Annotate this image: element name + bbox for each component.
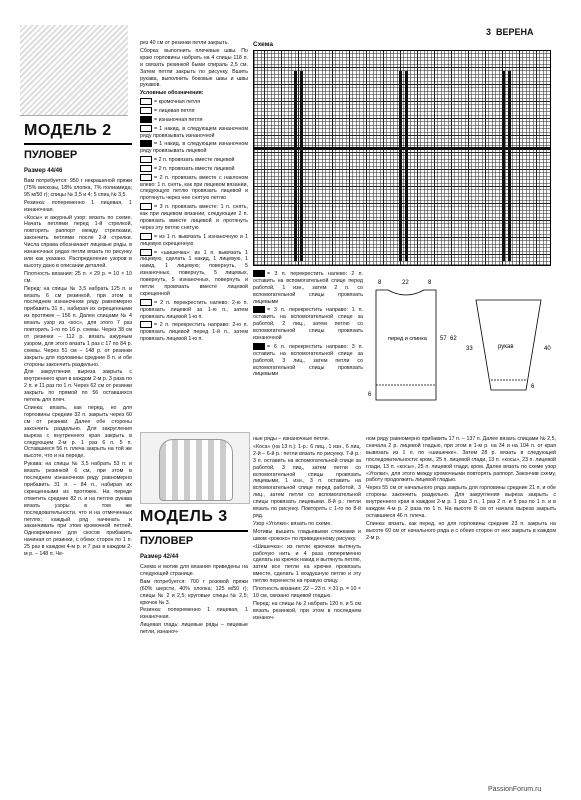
legend-item: = из 1 п. вывязать 1 изнаночную и 1 лицевую скрещенную bbox=[140, 233, 248, 247]
paragraph: рез 40 см от резинки петли закрыть. bbox=[140, 40, 229, 46]
paragraph: Схема и мотив для вязания приведены на следующей странице. bbox=[140, 564, 248, 577]
paragraph: Вам потребуется: 950 г некрашеной пряжи (75% вискозы, 18% хлопка, 7% полиамида; 95 м/50 г); спицы № 3,5 и 4; 5 спиц № 3,5. bbox=[24, 178, 132, 198]
sweater-figure-icon bbox=[159, 439, 233, 501]
paragraph: Рукава: на спицы № 3,5 набрать 53 п. и вязать резинкой 6 см, при этом в последнем изнаночном ряду равномерно прибавить 31 п. – 84 п., набирая их скрещенными из протяжек. На переде отметить средние 82 п. и на петлях рукава вязать узоры в том же последовательности, что и на отмеченных петлях; каждый ряд начинать и заканчивать при этом кромочной петлей. Одновременно для скосов прибавить начиная от резинки, с обеих сторон по 1 п. 25 раз в каждом 4-м р. и 7 раз в каждом 2-м р. – 148 п. Че- bbox=[24, 461, 132, 558]
k3tog-symbol-icon bbox=[140, 203, 152, 210]
paragraph: Спинка: вязать, как перед, но для горловины средние 32 п. закрыть через 60 см от резинки. Далее обе стороны закончить раздельно. Для закругления выреза с внутреннего края закрыть в следующем 2-м р. 1 раз 6 п. 5 п. Оставшиеся 56 п. плеча закрыть на той же высоте, что и на переде. bbox=[24, 405, 132, 460]
knitting-chart bbox=[253, 50, 551, 266]
chart-motif bbox=[508, 71, 511, 261]
paragraph: «Коса» (на 13 п.): 1-р.: 6 лиц., 1 изн., 6 лиц. 2-й – 6-й р.: петли вязать по рисунку. 7-й р.: 3 п. оставить на вспомогательной спице за работой, 3 лиц., затем петли со вспомогательной спицы провязать лицевыми, 1 изн., 3 п. оставить на вспомогательной спице перед работой, 3 лиц., затем петли со вспомогательной спицы провязать лицевыми. 8-й р.: петли вязать по рисунку. Повторять с 1-го по 8-й ряд. bbox=[253, 443, 361, 519]
yarn-over-symbol-icon bbox=[140, 125, 152, 132]
legend-item: = 3 п. провязать вместе: 1 п. снять, как при лицевом вязании, следующие 2 п. провязать вместе лицевой и протянуть через эту петлю снятую bbox=[140, 204, 248, 231]
measure-top-left: 8 bbox=[378, 280, 382, 286]
knit-symbol-icon bbox=[140, 107, 152, 114]
model2-illustration bbox=[20, 25, 128, 116]
paragraph: Перед: на спицы № 3,5 набрать 125 п. и вязать 6 см резинкой, при этом в последнем изнаночном ряду равномерно прибавить 31 п., набирая их скрещенными из протяжек – 156 п. Далее спицами № 4 вязать узор из «кос», для этого 7 раз повторить 1-го по 16 р. схемы. Через 38 см от резинки – 112 р. вязать ажурным узором, для этого вязать 1 раз с 17 по 84 р. схемы. Через 51 см – 148 р. от резинки закрыть для горловины средние 8 п. и обе стороны закончить раздельно. bbox=[24, 285, 132, 368]
paragraph: «Косы» и ажурный узор: вязать по схеме. Начать петлями перед 1-й стрелкой, повторять раппорт между стрелками, закончить петлями после 2-й стрелки. Числа справа обозначают лицевые ряды, в изнаночных рядах петли вязать по рисунку или как указано. Распределение узоров в высоту дано в описании деталей. bbox=[24, 214, 132, 269]
paragraph: Через 55 см от начального ряда закрыть для горловины средние 21 п. и обе стороны закончить раздельно. Для закругления выреза закрыть с внутреннего края в каждом 2-м р. 1 раз 3 п., 1 раз 2 п. и 5 раз по 1 п. и в каждом 4-м р. 2 раза по 1 п. На высоте 8 см от начала выреза закрыть оставшиеся 46 п. плеча. bbox=[366, 485, 556, 519]
measure-sleeve-c: 6 bbox=[531, 384, 535, 390]
legend-item: = «шишечка»: из 1 п. вывязать 1 лицевую, сделать 1 накид, 1 лицевую, 1 накид, 1 лицевую; повернуть, 5 изнаночных, повернуть, 5 лицевых, повернуть, 5 изнаночных, повернуть и петли провязать вместе лицевой скрещенной bbox=[140, 249, 248, 297]
chart-motif bbox=[502, 71, 505, 261]
paragraph: ные ряды – изнаночные петли. bbox=[253, 436, 330, 442]
measure-top-right: 8 bbox=[428, 280, 432, 286]
cross3-right-symbol-icon bbox=[253, 306, 265, 313]
cross-left-symbol-icon bbox=[140, 299, 152, 306]
bobble-symbol-icon bbox=[140, 249, 152, 256]
model2-text-col1 bbox=[24, 178, 132, 793]
ssk-symbol-icon bbox=[140, 174, 152, 181]
legend-heading: Условные обозначения: bbox=[140, 90, 204, 97]
front-back-label: перед и спинка bbox=[388, 336, 427, 342]
model2-title: МОДЕЛЬ 2 bbox=[24, 122, 112, 139]
paragraph: «Шишечка»: из петли крючком вытянуть рабочую нить и 4 раза попеременно сделать на крючок накид и вытянуть петлю, затем все петли на крючке провязать вместе, сделать 1 воздушную петлю и эту петлю перенести на правую спицу. bbox=[253, 543, 361, 585]
cross-right-symbol-icon bbox=[140, 321, 152, 328]
paragraph: Спинка: вязать, как перед, но для горловины средние 23 п. закрыть на высоте 60 см от начального ряда и с обеих сторон от них закрыть в каждом 2-м р. bbox=[366, 520, 556, 541]
cross3-left-symbol-icon bbox=[253, 270, 265, 277]
schema-legend bbox=[253, 270, 363, 380]
measure-sleeve-a: 33 bbox=[466, 346, 473, 352]
paragraph: Вам потребуется: 700 г розовой пряжи (60% шерсти, 40% хлопка; 125 м/50 г); спицы № 2 и 2,5; круговые спицы № 2,5; крючок № 3. bbox=[140, 578, 248, 606]
chart-motif bbox=[405, 71, 408, 261]
legend-item: = 3 п. перекрестить направо: 1 п. оставить на вспомогательной спице за работой, 2 лиц., затем петлю со вспомогательной спицы провязать изнаночной bbox=[253, 307, 363, 341]
legend-item: = 2 п. провязать вместе лицевой bbox=[140, 156, 248, 164]
k2tog-right-symbol-icon bbox=[140, 165, 152, 172]
watermark: PassionForum.ru bbox=[488, 786, 542, 793]
paragraph: Лицевая гладь: лицевые ряды – лицевые петли, изнаноч- bbox=[140, 622, 248, 636]
paragraph: Плотность вязания: 25 п. × 29 р. = 10 × 10 см. bbox=[24, 270, 132, 284]
model3-text-col1 bbox=[140, 564, 248, 764]
legend-item: = 2 п. провязать вместе с наклоном влево: 1 п. снять, как при лицевом вязании, следующую петлю провязать лицевой и протянуть через нее снятую петлю bbox=[140, 174, 248, 202]
model3-size: Размер 42/44 bbox=[140, 554, 179, 560]
yarn-over-knit-symbol-icon bbox=[140, 140, 152, 147]
legend-item: = 1 накид, в следующем изнаночном ряду провязывать изнаночной bbox=[140, 125, 248, 139]
paragraph: ном ряду равномерно прибавить 17 п. – 137 п. Далее вязать спицами № 2,5, сначала 2 р. лицевой гладью, при этом в 1-м р. на 34 и на 104 п. от края вывязать из 1 п. по «шишечке». Затем 28 р. вязать в следующей последовательности: кром., 25 п. лицевой глади, 13 п. «косы», 23 п. лицевой глади, 13 п. «косы», 25 п. лицевой глади, кром. Далее вязать по схеме узор «Уголки», для этого между кромочными повторять раппорт. Закончив схему, работу продолжить лицевой гладью. bbox=[366, 436, 556, 484]
legend-item: = кромочная петля bbox=[140, 98, 248, 106]
chart-motif bbox=[254, 147, 550, 150]
model2-size: Размер 44/46 bbox=[24, 168, 63, 174]
k2tog-symbol-icon bbox=[140, 156, 152, 163]
increase-symbol-icon bbox=[140, 233, 152, 240]
paragraph: Мотивы вышить гладьевыми стежками и швом «рококо» по приведенному рисунку. bbox=[253, 528, 361, 542]
legend-item: = 6 п. перекрестить направо: 3 п. оставить на вспомогательной спице за работой, 3 лиц., затем петли со вспомогательной спицы провязать лицевыми bbox=[253, 343, 363, 378]
legend-item: = лицевая петля bbox=[140, 107, 248, 115]
legend-item: = 2 п. перекрестить направо: 2-ю п. провязать лицевой перед 1-й п., затем провязать лицевой 1-ю п. bbox=[140, 322, 248, 343]
legend-item: = изнаночная петля bbox=[140, 116, 248, 124]
purl-symbol-icon bbox=[140, 116, 152, 123]
legend-item: = 2 п. провязать вместе лицевой bbox=[140, 165, 248, 173]
chart-motif bbox=[300, 71, 303, 261]
paragraph: Плотность вязания: 22 – 23 п. × 31 р. = 10 × 10 см, связано лицевой гладью. bbox=[253, 586, 361, 599]
paragraph: Сборка: выполнить плечевые швы. По краю горловины набрать на 4 спицы 118 п. и связать резинкой 6ыми спираль 2,5 см. Затем петли закрыть по рисунку. Вшить рукава, выполнить боковые швы и швы рукавов. bbox=[140, 47, 248, 89]
model3-photo bbox=[140, 432, 250, 504]
measure-sleeve-b: 40 bbox=[544, 346, 551, 352]
model3-subtitle: ПУЛОВЕР bbox=[140, 535, 194, 547]
paragraph: Резинка: попеременно 1 лицевая, 1 изнаночная. bbox=[24, 199, 132, 213]
legend-item: = 3 п. перекрестить налево: 2 п. оставить на вспомогательной спице перед работой, 1 изн., затем 2 п. со вспомогательной спицы провязать лицевыми bbox=[253, 270, 363, 305]
brand-name: ВЕРЕНА bbox=[496, 27, 534, 37]
model3-title-rule bbox=[140, 530, 248, 532]
paragraph: Узор «Уголки»: вязать по схеме. bbox=[253, 520, 332, 527]
model3-title: МОДЕЛЬ 3 bbox=[140, 508, 228, 525]
model2-title-rule bbox=[24, 143, 132, 145]
paragraph: Резинка: попеременно 1 лицевая, 1 изнаночная. bbox=[140, 607, 248, 621]
measure-side-b: 57 bbox=[440, 336, 447, 342]
paragraph: Перед: на спицы № 2 набрать 120 п. и 5 см вязать резинкой, при этом в последнем изнаноч- bbox=[253, 600, 361, 621]
cross6-right-symbol-icon bbox=[253, 343, 265, 350]
legend-item: = 2 п. перекрестить налево: 2-ю п. провязать лицевой за 1-ю п., затем провязать лицевой 1-ю п. bbox=[140, 299, 248, 320]
model2-text-col2 bbox=[140, 40, 248, 430]
legend-item: = 1 накид, в следующем изнаночном ряду провязывать лицевой bbox=[140, 141, 248, 155]
sleeve-label: рукав bbox=[498, 344, 514, 350]
pattern-pieces-diagram bbox=[366, 270, 556, 420]
chart-motif bbox=[399, 71, 402, 261]
measure-side-c: 62 bbox=[450, 336, 457, 342]
model3-text-col3 bbox=[366, 436, 556, 766]
page-number: 3 bbox=[486, 27, 492, 37]
model3-text-col2 bbox=[253, 436, 361, 766]
measure-top-center: 22 bbox=[402, 280, 409, 286]
paragraph: Для закругления выреза закрыть с внутреннего края в каждом 2-м р. 3 раза по 2 п. и 11 раз по 1 п. Через 62 см от резинки закрыть по прямой по 56 оставшихся петель для плеч. bbox=[24, 369, 132, 404]
front-back-piece bbox=[376, 290, 436, 400]
schema-title: Схема bbox=[253, 41, 274, 48]
model2-subtitle: ПУЛОВЕР bbox=[24, 149, 78, 161]
measure-side-a: 6 bbox=[368, 392, 372, 398]
chart-motif bbox=[294, 71, 297, 261]
selvage-symbol-icon bbox=[140, 98, 152, 105]
